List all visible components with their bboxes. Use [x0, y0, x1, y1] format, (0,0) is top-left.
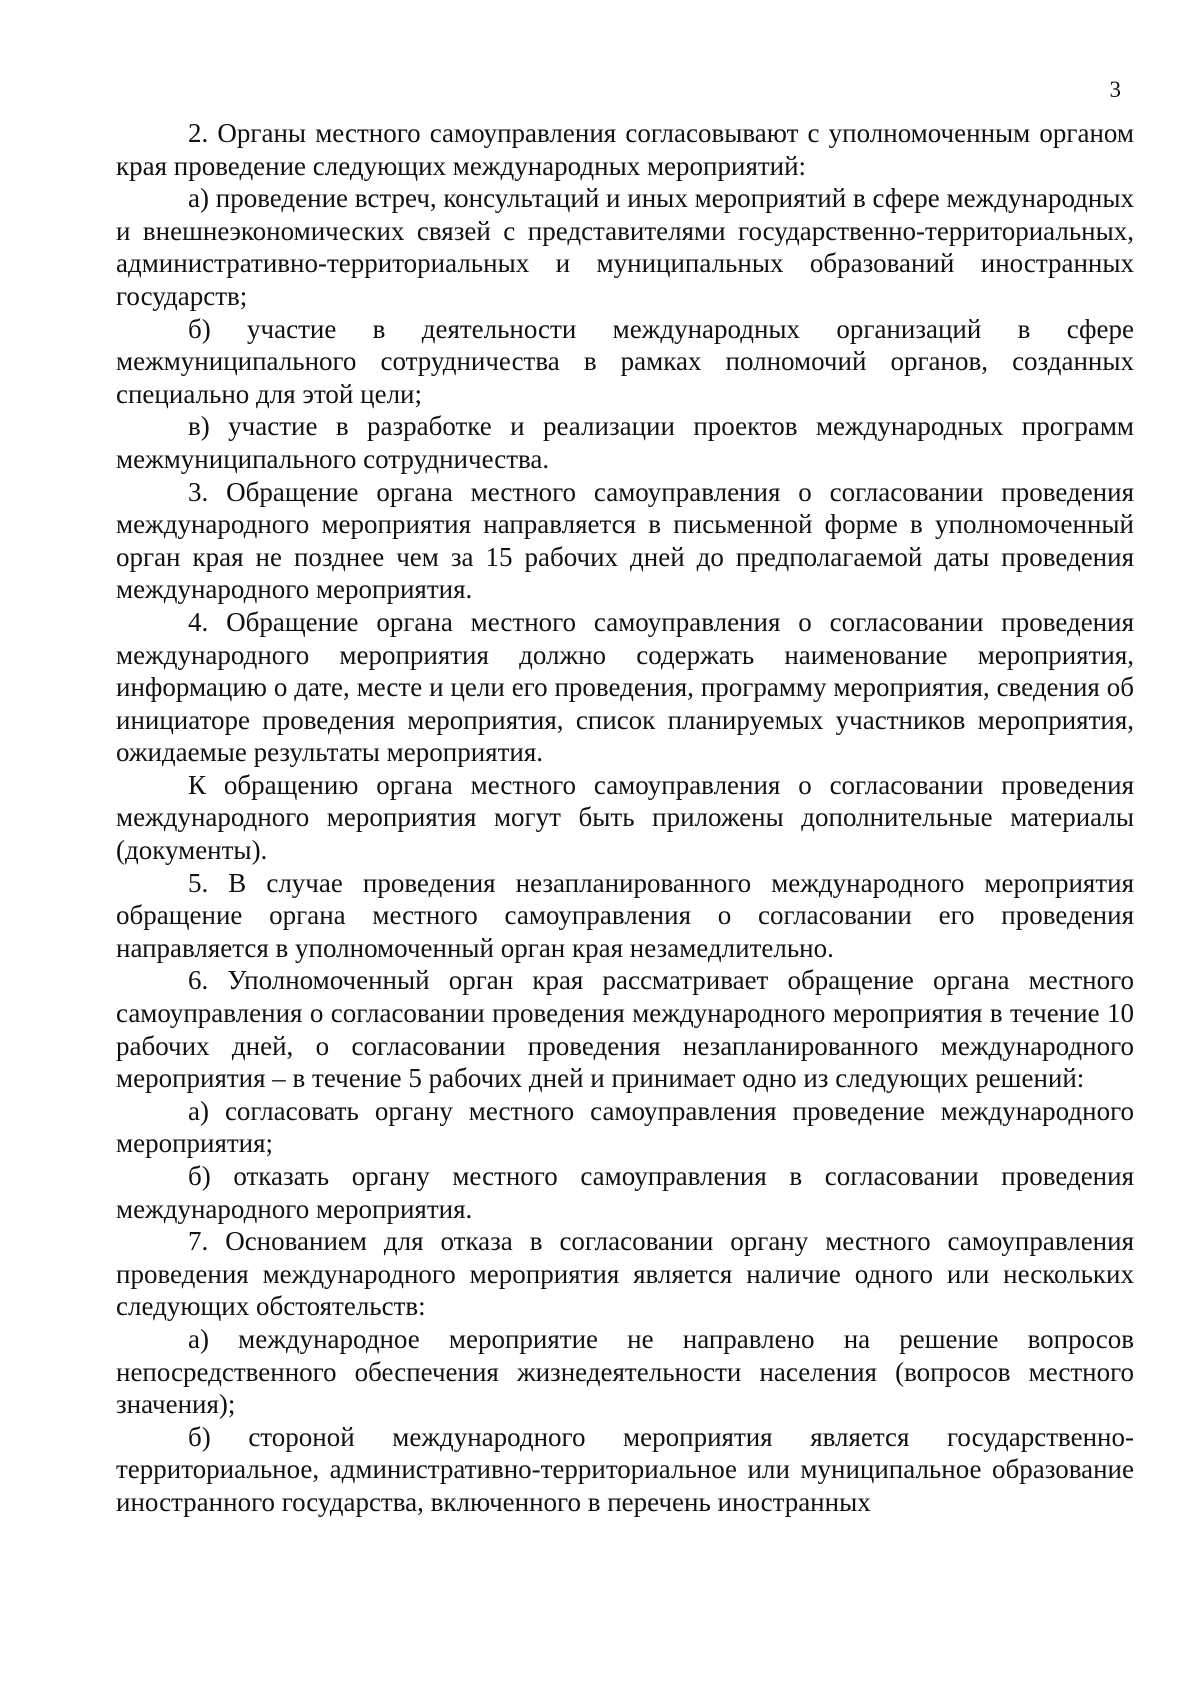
paragraph-3: 3. Обращение органа местного самоуправления о согласовании проведения международного мероприятия направляется в письменной форме в уполномоченный орган края не позднее чем за 15 рабочих дней до предполагаемой даты проведения международного мероприятия. — [116, 476, 1134, 605]
paragraph-7b: б) стороной международного мероприятия является государственно-территориальное, административно-территориальное или муниципальное образование иностранного государства, включенного в перечень иностранных — [116, 1421, 1134, 1517]
paragraph-4: 4. Обращение органа местного самоуправления о согласовании проведения международного мероприятия должно содержать наименование мероприятия, информацию о дате, месте и цели его проведения, программу мероприятия, сведения об инициаторе проведения мероприятия, список планируемых участников мероприятия, ожидаемые результаты мероприятия. — [116, 606, 1134, 768]
paragraph-5: 5. В случае проведения незапланированного международного мероприятия обращение органа местного самоуправления о согласовании его проведения направляется в уполномоченный орган края незамедлительно. — [116, 867, 1134, 963]
paragraph-6: 6. Уполномоченный орган края рассматривает обращение органа местного самоуправления о согласовании проведения международного мероприятия в течение 10 рабочих дней, о согласовании проведения незапланированного международного мероприятия – в течение 5 рабочих дней и принимает одно из следующих решений: — [116, 965, 1134, 1094]
paragraph-2c: в) участие в разработке и реализации проектов международных программ межмуниципального сотрудничества. — [116, 411, 1134, 474]
document-body — [116, 117, 1134, 1519]
paragraph-7a: а) международное мероприятие не направлено на решение вопросов непосредственного обеспечения жизнедеятельности населения (вопросов местного значения); — [116, 1323, 1134, 1420]
paragraph-6a: а) согласовать органу местного самоуправления проведение международного мероприятия; — [116, 1095, 1134, 1159]
paragraph-2b: б) участие в деятельности международных организаций в сфере межмуниципального сотрудничества в рамках полномочий органов, созданных специально для этой цели; — [116, 313, 1134, 409]
paragraph-6b: б) отказать органу местного самоуправления в согласовании проведения международного мероприятия. — [116, 1161, 1134, 1224]
paragraph-4-attachments: К обращению органа местного самоуправления о согласовании проведения международного мероприятия могут быть приложены дополнительные материалы (документы). — [116, 769, 1134, 866]
page-number: 3 — [1109, 77, 1121, 102]
paragraph-2: 2. Органы местного самоуправления согласовывают с уполномоченным органом края проведение следующих международных мероприятий: — [116, 118, 1134, 181]
paragraph-7: 7. Основанием для отказа в согласовании органу местного самоуправления проведения международного мероприятия является наличие одного или нескольких следующих обстоятельств: — [116, 1226, 1134, 1322]
paragraph-2a: а) проведение встреч, консультаций и иных мероприятий в сфере международных и внешнеэкономических связей с представителями государственно-территориальных, административно-территориальных и муниципальных образований иностранных государств; — [116, 183, 1134, 311]
